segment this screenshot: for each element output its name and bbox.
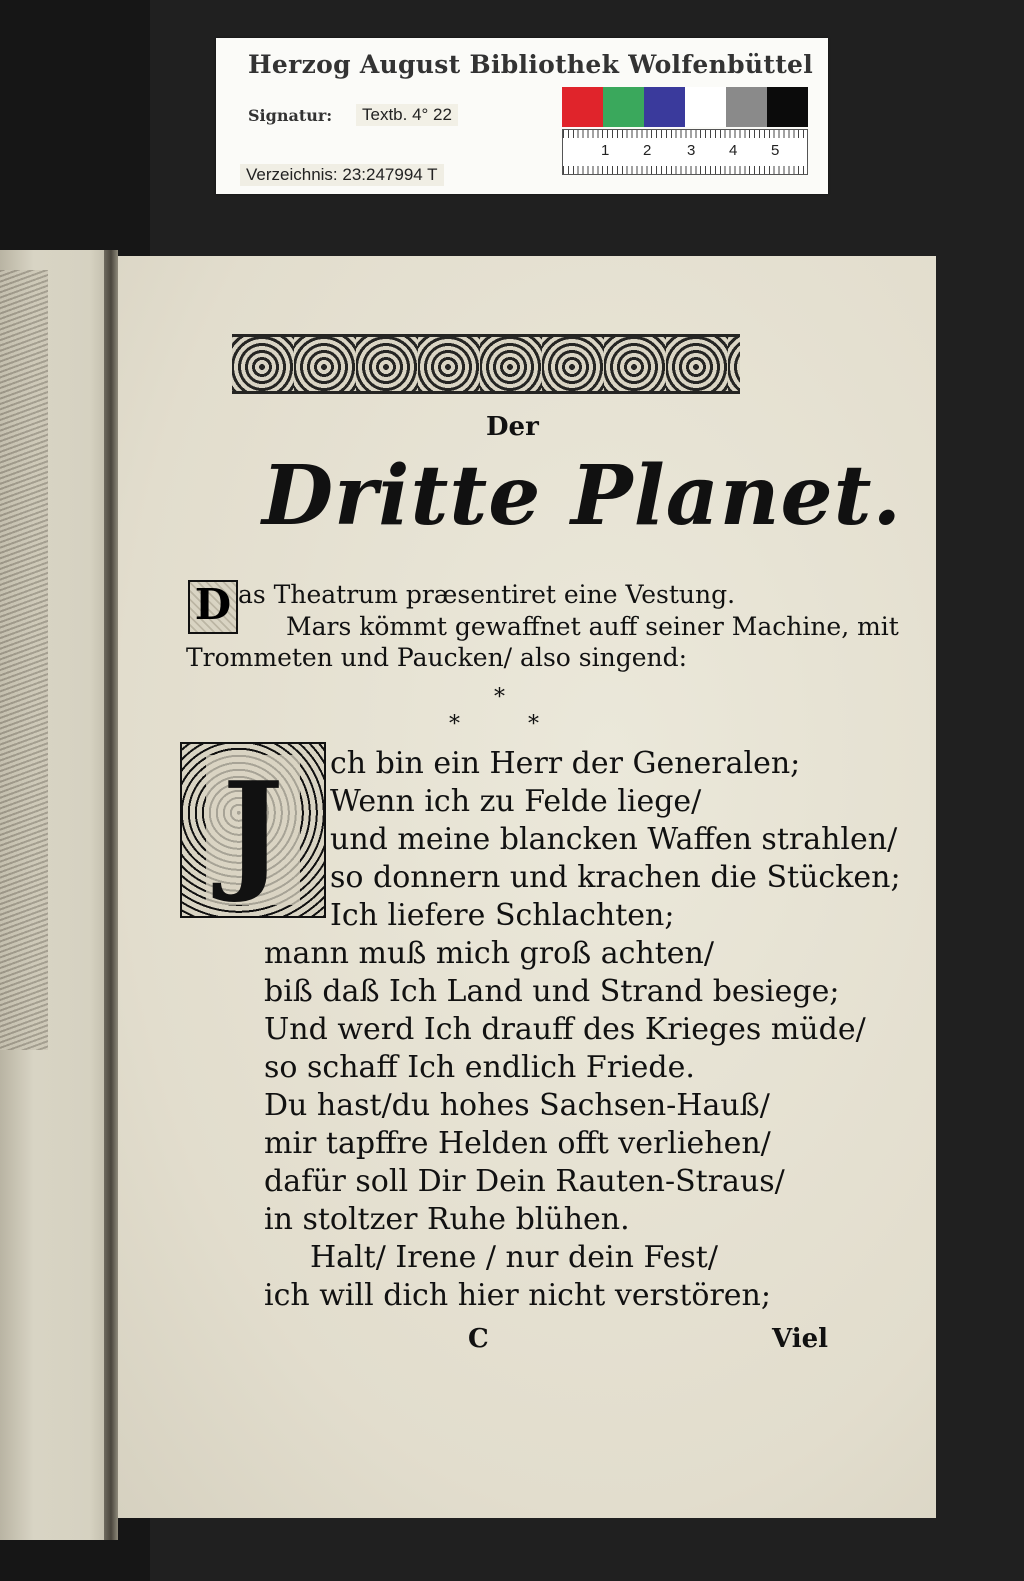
verse-line: mann muß mich groß achten/ (264, 936, 714, 971)
verse-line: Und werd Ich drauff des Krieges müde/ (264, 1012, 866, 1047)
swatch-black (767, 87, 808, 127)
verse-line: und meine blancken Waffen strahlen/ (330, 822, 898, 857)
swatch-white (685, 87, 726, 127)
verse-line: ch bin ein Herr der Generalen; (330, 746, 801, 781)
left-page-engraving (0, 270, 48, 1050)
verse-line: in stoltzer Ruhe blühen. (264, 1202, 630, 1237)
verse-line: biß daß Ich Land und Strand besiege; (264, 974, 840, 1009)
ruler-number: 5 (771, 142, 780, 159)
color-swatches (562, 87, 808, 127)
asterism-star: * (528, 712, 539, 737)
asterism-star: * (449, 712, 460, 737)
verse-line: ich will dich hier nicht verstören; (264, 1278, 771, 1313)
headpiece-ornament (232, 334, 740, 394)
library-label-card (216, 38, 828, 194)
swatch-gray (726, 87, 767, 127)
asterism-star: * (494, 685, 505, 710)
catchword: Viel (772, 1324, 829, 1354)
stage-direction-line: Trommeten und Paucken/ also singend: (186, 643, 688, 672)
ruler-number: 4 (729, 142, 738, 159)
library-name: Herzog August Bibliothek Wolfenbüttel (248, 50, 814, 79)
verzeichnis-number: Verzeichnis: 23:247994 T (240, 164, 444, 186)
book-gutter (104, 250, 118, 1540)
drop-initial-verse (180, 742, 326, 918)
stage-direction-line: as Theatrum præsentiret eine Vestung. (238, 580, 736, 609)
signatur-value: Textb. 4° 22 (356, 104, 458, 126)
measurement-ruler (562, 129, 808, 175)
verse-line: Halt/ Irene / nur dein Fest/ (310, 1240, 718, 1275)
ruler-number: 3 (687, 142, 696, 159)
drop-initial-stage: D (188, 580, 238, 634)
swatch-blue (644, 87, 685, 127)
stage-direction-line: Mars kömmt gewaffnet auff seiner Machine, mit (286, 612, 899, 641)
drop-initial-letter: J (206, 755, 300, 905)
swatch-red (562, 87, 603, 127)
signature-mark: C (468, 1324, 489, 1354)
verse-line: mir tapffre Helden offt verliehen/ (264, 1126, 771, 1161)
verse-line: so donnern und krachen die Stücken; (330, 860, 901, 895)
signatur-key: Signatur: (248, 106, 333, 125)
kicker-heading: Der (486, 412, 539, 442)
verse-line: so schaff Ich endlich Friede. (264, 1050, 695, 1085)
ruler-number: 1 (601, 142, 610, 159)
verse-line: Wenn ich zu Felde liege/ (330, 784, 702, 819)
verse-line: Ich liefere Schlachten; (330, 898, 675, 933)
verse-line: dafür soll Dir Dein Rauten-Straus/ (264, 1164, 785, 1199)
verse-line: Du hast/du hohes Sachsen-Hauß/ (264, 1088, 770, 1123)
ruler-number: 2 (643, 142, 652, 159)
swatch-green (603, 87, 644, 127)
page-title: Dritte Planet. (262, 448, 903, 544)
